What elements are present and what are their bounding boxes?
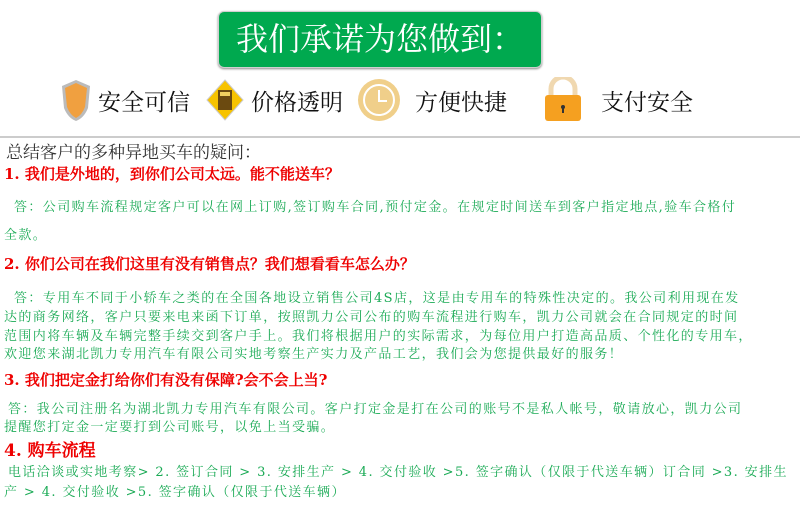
answer-2-line: 答：专用车不同于小轿车之类的在全国各地设立销售公司4S店，这是由专用车的特殊性决定的。我公司利用现在发: [14, 291, 740, 306]
purchase-flow-line: 电话洽谈或实地考察> 2. 签订合同 > 3. 安排生产 > 4. 交付验收 >5. 签字确认（仅限于代送车辆）订合同 >3. 安排生: [8, 465, 788, 480]
feature-label: 方便快捷: [415, 89, 507, 116]
feature-convenience: [357, 78, 507, 122]
feature-label: 安全可信: [98, 89, 190, 116]
feature-security: [60, 78, 190, 122]
answer-2-line: 范围内将车辆及车辆完整手续交到客户手上。我们将根据用户的实际需求，为每位用户打造高品质、个性化的专用车，: [4, 329, 753, 344]
question-3: 3. 我们把定金打给你们有没有保障?会不会上当?: [4, 371, 328, 389]
answer-2-line: 欢迎您来湖北凯力专用汽车有限公司实地考察生产实力及产品工艺，我们会为您提供最好的服务！: [4, 347, 624, 362]
answer-2-line: 达的商务网络，客户只要来电来函下订单，按照凯力公司公布的购车流程进行购车，凯力公司就会在合同规定的时间: [4, 310, 739, 325]
faq-heading: 总结客户的多种异地买车的疑问：: [6, 143, 261, 163]
answer-3-line: 提醒您打定金一定要打到公司账号，以免上当受骗。: [4, 420, 336, 435]
feature-label: 支付安全: [601, 89, 693, 116]
calculator-icon: [205, 78, 245, 122]
shield-icon: [60, 78, 92, 122]
promise-banner: 我们承诺为您做到：: [218, 11, 542, 68]
feature-payment: [543, 78, 693, 122]
question-1: 1. 我们是外地的，到你们公司太远。能不能送车？: [4, 165, 340, 183]
purchase-flow-line: 产 > 4. 交付验收 >5. 签字确认（仅限于代送车辆）: [4, 485, 346, 500]
question-4: 4. 购车流程: [4, 441, 96, 461]
answer-1-line: 全款。: [4, 228, 48, 243]
question-2: 2. 你们公司在我们这里有没有销售点？我们想看看车怎么办？: [4, 255, 415, 273]
clock-icon: [357, 78, 401, 122]
feature-price: [205, 78, 343, 122]
answer-3-line: 答：我公司注册名为湖北凯力专用汽车有限公司。客户打定金是打在公司的账号不是私人帐号，敬请放心，凯力公司: [8, 402, 743, 417]
answer-1-line: 答：公司购车流程规定客户可以在网上订购,签订购车合同,预付定金。在规定时间送车到客户指定地点,验车合格付: [14, 200, 737, 215]
lock-icon: [543, 77, 583, 123]
feature-label: 价格透明: [251, 89, 343, 116]
